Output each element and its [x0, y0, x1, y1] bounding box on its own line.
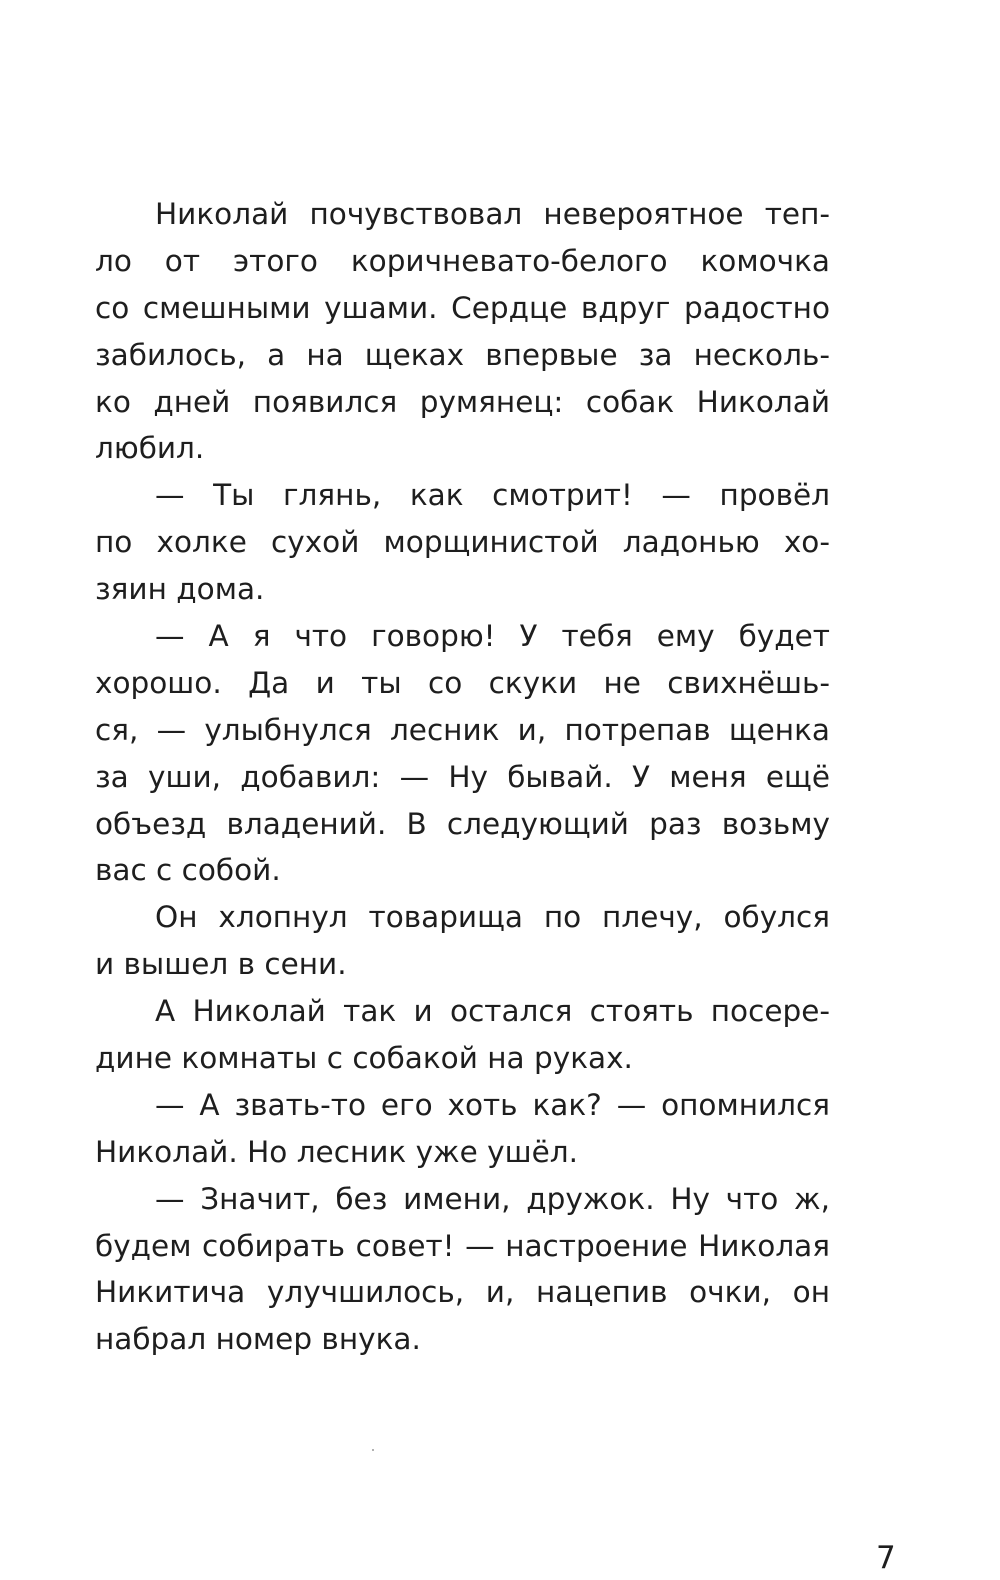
text-line: ло от этого коричневато-белого комочка	[95, 243, 830, 278]
text-line: — Значит, без имени, дружок. Ну что ж,	[155, 1181, 830, 1216]
page-number: 7	[876, 1540, 896, 1576]
text-line: ко дней появился румянец: собак Николай	[95, 384, 830, 419]
text-line: — А я что говорю! У тебя ему будет	[155, 619, 830, 654]
text-line: за уши, добавил: — Ну бывай. У меня ещё	[95, 759, 830, 794]
text-line: Николай. Но лесник уже ушёл.	[95, 1134, 578, 1169]
print-speck	[372, 1449, 374, 1451]
text-line: вас с собой.	[95, 853, 281, 888]
text-line: дине комнаты с собакой на руках.	[95, 1041, 633, 1076]
text-line: любил.	[95, 431, 205, 466]
text-line: Николай почувствовал невероятное теп-	[155, 197, 830, 231]
body-text	[95, 191, 830, 1363]
text-line: со смешными ушами. Сердце вдруг радостно	[95, 290, 830, 325]
text-line: забилось, а на щеках впервые за несколь-	[95, 337, 830, 372]
text-line: — Ты глянь, как смотрит! — провёл	[155, 478, 830, 513]
text-line: объезд владений. В следующий раз возьму	[95, 806, 830, 841]
text-line: А Николай так и остался стоять посере-	[155, 994, 830, 1029]
text-line: ся, — улыбнулся лесник и, потрепав щенка	[95, 712, 830, 747]
text-line: будем собирать совет! — настроение Николая	[95, 1228, 830, 1263]
text-line: по холке сухой морщинистой ладонью хо-	[95, 525, 830, 560]
text-line: зяин дома.	[95, 572, 265, 607]
text-line: Никитича улучшилось, и, нацепив очки, он	[95, 1275, 830, 1310]
text-line: и вышел в сени.	[95, 947, 347, 982]
text-line: — А звать-то его хоть как? — опомнился	[155, 1087, 830, 1122]
text-line: Он хлопнул товарища по плечу, обулся	[155, 900, 830, 935]
text-line: набрал номер внука.	[95, 1322, 421, 1357]
text-line: хорошо. Да и ты со скуки не свихнёшь-	[95, 665, 830, 700]
